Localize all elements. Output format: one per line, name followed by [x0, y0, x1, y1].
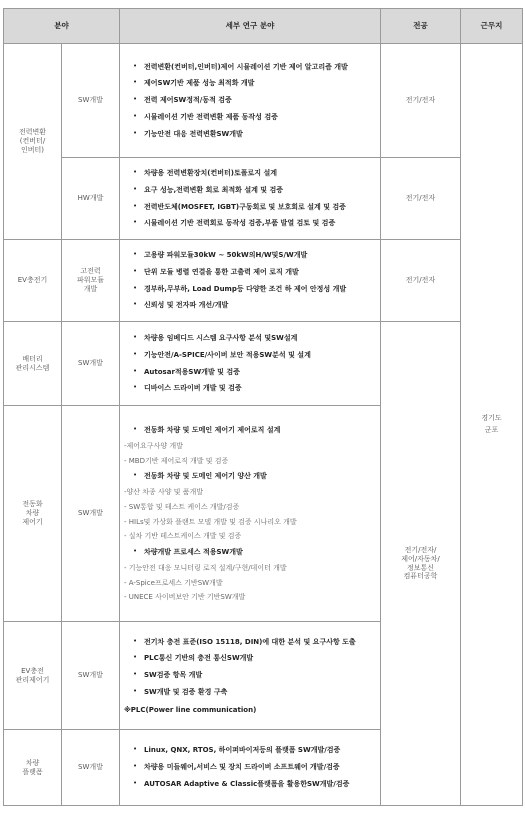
header-major: 전공 — [381, 9, 461, 44]
list-item: • 기능안전/A-SPICE/사이버 보안 적용SW분석 및 설계 — [120, 347, 380, 364]
list-item: • 신뢰성 및 전자파 개선/개발 — [120, 297, 380, 314]
list-item: • 차량용 전력변환장치(컨버터)토폴로지 설계 — [120, 165, 380, 182]
sub-bms: SW개발 — [62, 322, 120, 406]
list-item: • PLC통신 기반의 충전 통신SW개발 — [120, 650, 380, 667]
list-item: • 디바이스 드라이버 개발 및 검증 — [120, 380, 380, 397]
sub-ev-charger: 고전력 파워모듈 개발 — [62, 240, 120, 322]
list-item: • 전기차 충전 표준(ISO 15118, DIN)에 대한 분석 및 요구사항 도출 — [120, 634, 380, 651]
sub-line: - MBD기반 제어로직 개발 및 검증 — [124, 456, 229, 465]
list-item: • 경부하,무부하, Load Dump등 다양한 조건 하 제어 안정성 개발 — [120, 281, 380, 298]
sub-motor-controller: SW개발 — [62, 406, 120, 622]
list-item: • 전동화 차량 및 도메인 제어기 양산 개발 — [120, 468, 380, 485]
sub-ev-charge-controller: SW개발 — [62, 622, 120, 730]
detail-ev-charge-controller — [120, 622, 381, 730]
field-ev-charge-controller: EV충전 관리제어기 — [4, 622, 62, 730]
sub-line: - UNECE 사이버보안 기반 기반SW개발 — [124, 593, 246, 602]
field-vehicle-platform: 차량 플랫폼 — [4, 730, 62, 806]
sub-line: - 실차 기반 테스트케이스 개발 및 검증 — [124, 532, 242, 541]
list-item: • 차량개발 프로세스 적용SW개발 — [120, 544, 380, 561]
field-motor-controller: 전동화 차량 제어기 — [4, 406, 62, 622]
list-item: • 전력변환(컨버터,인버터)제어 시뮬레이션 기반 제어 알고리즘 개발 — [120, 59, 380, 76]
detail-ev-charger — [120, 240, 381, 322]
list-item: • 전력 제어SW정적/동적 검증 — [120, 92, 380, 109]
major-power-hw: 전기/전자 — [381, 158, 461, 240]
major-power-sw: 전기/전자 — [381, 44, 461, 158]
field-ev-charger: EV충전기 — [4, 240, 62, 322]
detail-power-sw — [120, 44, 381, 158]
sub-line: - 기능안전 대응 모니터링 로직 설계/구현/데이터 개발 — [124, 563, 287, 572]
list-item: • Autosar적용SW개발 및 검증 — [120, 364, 380, 381]
list-item: • 단위 모듈 병렬 연결을 통한 고출력 제어 로직 개발 — [120, 264, 380, 281]
research-areas-table — [3, 8, 523, 806]
header-detail: 세부 연구 분야 — [120, 9, 381, 44]
list-item: • SW개발 및 검증 환경 구축 — [120, 684, 380, 701]
list-item: • 차량용 미들웨어,서비스 및 장치 드라이버 소프트웨어 개발/검증 — [120, 759, 380, 776]
list-item: • 요구 성능,전력변환 회로 최적화 설계 및 검증 — [120, 182, 380, 199]
plc-note: ※PLC(Power line communication) — [124, 705, 257, 714]
sub-power-hw: HW개발 — [62, 158, 120, 240]
field-bms: 배터리 관리시스템 — [4, 322, 62, 406]
sub-line: -제어요구사양 개발 — [124, 441, 183, 450]
detail-power-hw — [120, 158, 381, 240]
header-field: 분야 — [4, 9, 120, 44]
major-merged: 전기/전자/ 제어/자동차/ 정보통신 컴퓨터공학 — [381, 322, 461, 806]
list-item: • 고용량 파워모듈30kW ~ 50kW의H/W및S/W개발 — [120, 247, 380, 264]
sub-line: - HILs및 가상화 플랜트 모델 개발 및 검증 시나리오 개발 — [124, 517, 297, 526]
sub-power-sw: SW개발 — [62, 44, 120, 158]
location-cell: 경기도 군포 — [461, 44, 523, 806]
list-item: • 차량용 임베디드 시스템 요구사항 분석 및SW설계 — [120, 330, 380, 347]
list-item: • 제어SW기반 제품 성능 최적화 개발 — [120, 75, 380, 92]
detail-vehicle-platform — [120, 730, 381, 806]
list-item: • Linux, QNX, RTOS, 하이퍼바이저등의 플랫폼 SW개발/검증 — [120, 742, 380, 759]
detail-motor-controller — [120, 406, 381, 622]
list-item: • 기능안전 대응 전력변환SW개발 — [120, 126, 380, 143]
header-location: 근무지 — [461, 9, 523, 44]
list-item: • 전동화 차량 및 도메인 제어기 제어로직 설계 — [120, 422, 380, 439]
major-ev-charger: 전기/전자 — [381, 240, 461, 322]
list-item: • 전력반도체(MOSFET, IGBT)구동회로 및 보호회로 설계 및 검증 — [120, 199, 380, 216]
list-item: • 시뮬레이션 기반 전력변환 제품 동작성 검증 — [120, 109, 380, 126]
sub-vehicle-platform: SW개발 — [62, 730, 120, 806]
list-item: • SW검증 항목 개발 — [120, 667, 380, 684]
list-item: • 시뮬레이션 기반 전력회로 동작성 검증,부품 발열 검토 및 검증 — [120, 215, 380, 232]
sub-line: -양산 차종 사양 및 품개발 — [124, 488, 204, 496]
list-item: • AUTOSAR Adaptive & Classic플랫폼을 활용한SW개발/검증 — [120, 776, 380, 793]
sub-line: - SW통합 및 테스트 케이스 개발/검증 — [124, 502, 240, 511]
sub-line: - A-Spice프로세스 기반SW개발 — [124, 578, 223, 587]
field-power-conversion: 전력변환 (컨버터/ 인버터) — [4, 44, 62, 240]
detail-bms — [120, 322, 381, 406]
